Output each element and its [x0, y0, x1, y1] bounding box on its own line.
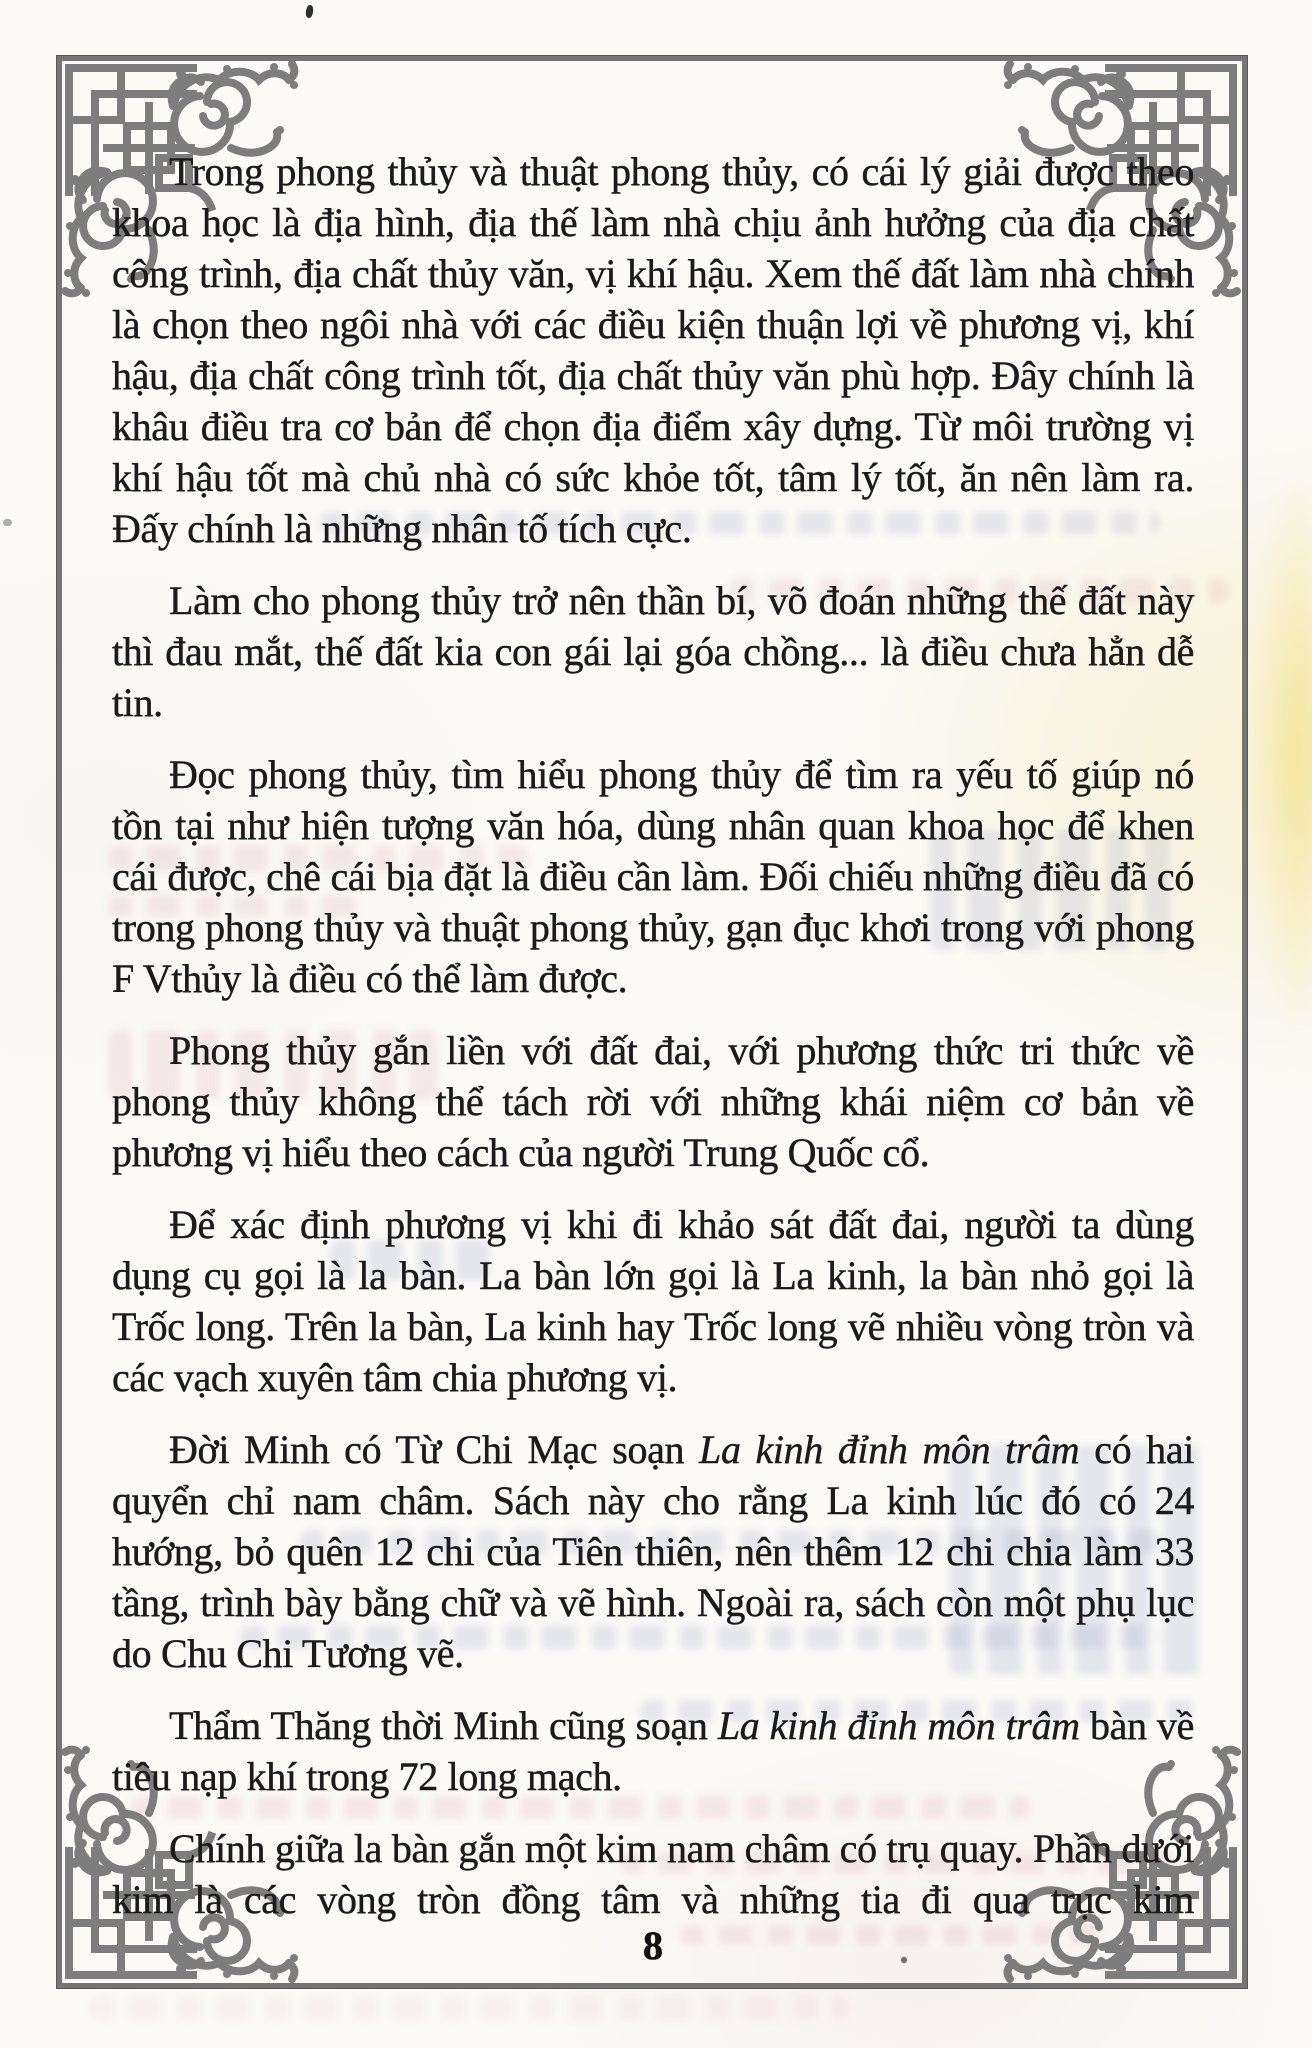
page-edge-yellow-tint — [1250, 470, 1312, 1030]
page-text — [112, 146, 1194, 1946]
scan-speck — [901, 1957, 907, 1963]
paragraph: Thẩm Thăng thời Minh cũng soạn La kinh đỉnh môn trâm bàn về tiêu nạp khí trong 72 long mạch. — [112, 1703, 1194, 1799]
paragraph: Đời Minh có Từ Chi Mạc soạn La kinh đỉnh môn trâm có hai quyển chỉ nam châm. Sách này cho rằng La kinh lúc đó có 24 hướng, bỏ quên 12 chi của Tiên thiên, nên thêm 12 chi chia làm 33 tầng, trình bày bằng chữ và vẽ hình. Ngoài ra, sách còn một phụ lục do Chu Chi Tương vẽ. — [112, 1427, 1194, 1676]
paragraph: Chính giữa la bàn gắn một kim nam châm có trụ quay. Phần dưới kim là các vòng tròn đồng tâm và những tia đi qua trục kim — [112, 1826, 1194, 1922]
scan-speck — [305, 5, 314, 19]
paragraph: Làm cho phong thủy trở nên thần bí, võ đoán những thế đất này thì đau mắt, thế đất kia con gái lại góa chồng... là điều chưa hẳn dễ tin. — [112, 578, 1194, 725]
showthrough-smudge — [90, 1996, 850, 2020]
scan-speck — [3, 519, 12, 526]
paragraph: Để xác định phương vị khi đi khảo sát đất đai, người ta dùng dụng cụ gọi là la bàn. La bàn lớn gọi là La kinh, la bàn nhỏ gọi là Trốc long. Trên la bàn, La kinh hay Trốc long vẽ nhiều vòng tròn và các vạch xuyên tâm chia phương vị. — [112, 1202, 1194, 1400]
page-number: 8 — [643, 1923, 663, 1968]
paragraph: Trong phong thủy và thuật phong thủy, có cái lý giải được theo khoa học là địa hình, địa thế làm nhà chịu ảnh hưởng của địa chất công trình, địa chất thủy văn, vị khí hậu. Xem thế đất làm nhà chính là chọn theo ngôi nhà với các điều kiện thuận lợi về phương vị, khí hậu, địa chất công trình tốt, địa chất thủy văn phù hợp. Đây chính là khâu điều tra cơ bản để chọn địa điểm xây dựng. Từ môi trường vị khí hậu tốt mà chủ nhà có sức khỏe tốt, tâm lý tốt, ăn nên làm ra. Đấy chính là những nhân tố tích cực. — [112, 149, 1194, 551]
paragraph: Phong thủy gắn liền với đất đai, với phương thức tri thức về phong thủy không thể tách rời với những khái niệm cơ bản về phương vị hiểu theo cách của người Trung Quốc cổ. — [112, 1028, 1194, 1175]
paragraph: Đọc phong thủy, tìm hiểu phong thủy để tìm ra yếu tố giúp nó tồn tại như hiện tượng văn hóa, dùng nhân quan khoa học để khen cái được, chê cái bịa đặt là điều cần làm. Đối chiếu những điều đã có trong phong thủy và thuật phong thủy, gạn đục khơi trong với phong F Vthủy là điều có thể làm được. — [112, 752, 1194, 1001]
